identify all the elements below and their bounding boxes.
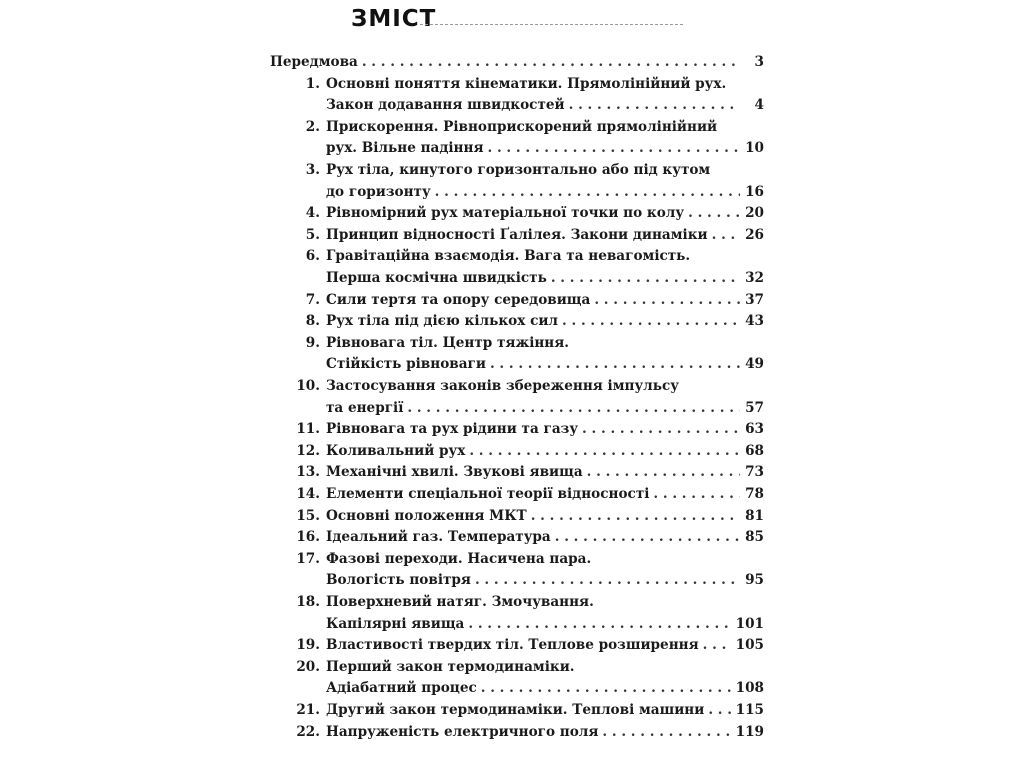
toc-entry-title: Прискорення. Рівноприскорений прямолінійний: [326, 118, 718, 135]
toc-entry: [270, 700, 764, 722]
toc-entry: [270, 117, 764, 160]
toc-entry-line: [326, 678, 764, 700]
toc-entry-body: [326, 592, 764, 635]
toc-entry-body: [326, 549, 764, 592]
toc-entry-line: [326, 138, 764, 160]
toc-entry-body: [326, 722, 764, 744]
toc-entry-title: Елементи спеціальної теорії відносності: [326, 486, 650, 502]
dot-leader: [703, 635, 732, 657]
toc-entry: [270, 419, 764, 441]
toc-entry-number: 14.: [296, 486, 320, 502]
toc-entry: [270, 722, 764, 744]
toc-entry-line: [326, 268, 764, 290]
toc-entry-line: [326, 570, 764, 592]
toc-page-number: 101: [735, 615, 764, 632]
toc-entry-title: Коливальний рух: [326, 442, 466, 459]
toc-entry: [270, 52, 764, 74]
dot-leader: [602, 722, 731, 744]
toc-entry-number: 7.: [305, 291, 320, 308]
toc-entry-line: [326, 354, 764, 376]
dot-leader: [362, 52, 740, 74]
toc-page-number: 119: [735, 723, 764, 740]
toc-entry-body: [326, 203, 764, 225]
dot-leader: [582, 419, 740, 441]
toc-entry-line: [326, 506, 764, 528]
toc-page-number: 78: [745, 486, 764, 502]
toc-entry-number: 4.: [305, 205, 320, 222]
toc-entry-title: Стійкість рівноваги: [326, 356, 486, 373]
toc-entry-title: Рух тіла під дією кількох сил: [326, 313, 559, 330]
toc-entry: [270, 333, 764, 376]
toc-entry-body: [326, 290, 764, 312]
toc-entry-line: [326, 549, 764, 571]
toc-entry-title: Рівновага тіл. Центр тяжіння.: [326, 334, 570, 351]
toc-entry-number: 11.: [296, 421, 320, 438]
dot-leader: [488, 138, 741, 160]
toc-page-number: 37: [745, 291, 764, 308]
dot-leader: [712, 225, 740, 247]
toc-page-number: 3: [754, 54, 764, 70]
toc-entry-number: 3.: [305, 162, 320, 178]
toc-entry-title: Рівновага та рух рідини та газу: [326, 421, 579, 438]
toc-entry-title: Сили тертя та опору середовища: [326, 291, 591, 308]
toc-entry-line: [326, 74, 764, 96]
toc-page-number: 63: [745, 421, 764, 438]
toc-page-number: 68: [745, 442, 764, 459]
toc-entry-title: Адіабатний процес: [326, 680, 477, 697]
toc-entry-title: Гравітаційна взаємодія. Вага та невагомість.: [326, 248, 691, 265]
toc-page-number: 10: [745, 140, 764, 157]
toc-entry: [270, 506, 764, 528]
toc-entry-body: [326, 441, 764, 463]
toc-entry-line: [326, 225, 764, 247]
dot-leader: [490, 354, 740, 376]
toc-entry-title: Вологість повітря: [326, 572, 471, 589]
toc-entry-body: [326, 462, 764, 484]
toc-entry-number: 5.: [305, 226, 320, 243]
toc-page-number: 26: [745, 226, 764, 243]
toc-page-number: 16: [745, 183, 764, 200]
toc-entry-body: [326, 160, 764, 203]
toc-entry-body: [326, 74, 764, 117]
dot-leader: [407, 398, 740, 420]
toc-entry-title: Передмова: [270, 54, 358, 70]
toc-entry-line: [270, 52, 764, 74]
toc-entry-body: [326, 225, 764, 247]
toc-entry-number: 1.: [305, 75, 320, 92]
toc-entry-number: 20.: [296, 658, 320, 675]
toc-entry: [270, 657, 764, 700]
toc-entry-line: [326, 376, 764, 398]
toc-entry-body: [326, 635, 764, 657]
dot-leader: [435, 182, 740, 204]
toc-entry: [270, 462, 764, 484]
toc-entry-body: [326, 419, 764, 441]
toc-entry-body: [270, 52, 764, 74]
toc-entry-line: [326, 203, 764, 225]
toc-entry-title: Рух тіла, кинутого горизонтально або під кутом: [326, 162, 711, 178]
toc-entry: [270, 592, 764, 635]
dot-leader: [481, 678, 732, 700]
toc-entry-body: [326, 484, 764, 506]
toc-entry-title: Перша космічна швидкість: [326, 269, 547, 286]
toc-entry: [270, 441, 764, 463]
toc-entry-body: [326, 311, 764, 333]
toc-page-number: 81: [745, 507, 764, 524]
toc-entry-title: Рівномірний рух матеріальної точки по колу: [326, 205, 685, 222]
toc-entry-number: 15.: [296, 507, 320, 524]
toc-entry: [270, 160, 764, 203]
toc-entry-line: [326, 333, 764, 355]
toc-entry-number: 12.: [296, 442, 320, 459]
toc-entry-title: до горизонту: [326, 183, 431, 200]
toc-entry-title: Фазові переходи. Насичена пара.: [326, 550, 592, 567]
toc-entry-title: Поверхневий натяг. Змочування.: [326, 594, 594, 610]
toc-entry: [270, 527, 764, 549]
toc-page-number: 73: [745, 464, 764, 481]
toc-entry-line: [326, 722, 764, 744]
toc-entry-line: [326, 290, 764, 312]
dot-leader: [688, 203, 740, 225]
toc-entry: [270, 290, 764, 312]
toc-entry: [270, 225, 764, 247]
toc-entry-number: 13.: [296, 464, 320, 481]
toc-entry-number: 16.: [296, 529, 320, 546]
toc-page-number: 108: [735, 680, 764, 697]
toc-page-number: 115: [735, 702, 764, 718]
toc-entry-number: 10.: [296, 378, 320, 394]
toc-entry-number: 2.: [305, 118, 320, 135]
toc-entry-body: [326, 700, 764, 722]
toc-entry-number: 22.: [296, 723, 320, 740]
toc-entry-title: Основні поняття кінематики. Прямолінійний рух.: [326, 75, 727, 92]
dot-leader: [531, 506, 740, 528]
toc-entry-title: Закон додавання швидкостей: [326, 97, 565, 114]
toc-entry-number: 6.: [305, 248, 320, 265]
dot-leader: [569, 95, 740, 117]
toc-entry-line: [326, 635, 764, 657]
dot-leader: [469, 441, 740, 463]
toc-page-number: 49: [745, 356, 764, 373]
dot-leader: [555, 527, 740, 549]
toc-entry: [270, 74, 764, 117]
toc-page-number: 43: [745, 313, 764, 330]
toc-entry-line: [326, 462, 764, 484]
toc-page-number: 4: [754, 97, 764, 114]
page-title: ЗМІСТ: [351, 6, 437, 32]
dot-leader: [594, 290, 740, 312]
toc-entry-title: Капілярні явища: [326, 615, 465, 632]
toc-entry: [270, 376, 764, 419]
toc-entry-line: [326, 117, 764, 139]
toc-entry-number: 18.: [296, 594, 320, 610]
toc-entry-line: [326, 95, 764, 117]
toc-entry: [270, 311, 764, 333]
toc-entry-title: та енергії: [326, 399, 404, 416]
toc-entry-number: 9.: [305, 334, 320, 351]
toc-entry-title: Напруженість електричного поля: [326, 723, 599, 740]
toc-entry-body: [326, 527, 764, 549]
toc-entry-title: рух. Вільне падіння: [326, 140, 484, 157]
toc-entry: [270, 203, 764, 225]
toc-entry-line: [326, 484, 764, 506]
toc-entry: [270, 246, 764, 289]
toc-entry-line: [326, 592, 764, 614]
toc-entry-title: Застосування законів збереження імпульсу: [326, 378, 679, 394]
dot-leader: [551, 268, 740, 290]
toc-entry-body: [326, 117, 764, 160]
toc-entry-line: [326, 419, 764, 441]
toc-entry-line: [326, 246, 764, 268]
toc-entry-title: Принцип відносності Ґалілея. Закони динаміки: [326, 226, 708, 243]
toc-entry-line: [326, 182, 764, 204]
toc-entry-title: Другий закон термодинаміки. Теплові машини: [326, 702, 705, 718]
toc-entry-title: Механічні хвилі. Звукові явища: [326, 464, 583, 481]
toc-entry-number: 19.: [296, 637, 320, 654]
toc-page-number: 57: [745, 399, 764, 416]
toc-page-number: 32: [745, 269, 764, 286]
toc-entry-line: [326, 614, 764, 636]
dot-leader: [562, 311, 740, 333]
toc-entry-line: [326, 441, 764, 463]
toc-entry-number: 21.: [296, 702, 320, 718]
dot-leader: [587, 462, 740, 484]
toc-entry-title: Перший закон термодинаміки.: [326, 658, 575, 675]
toc-entry-title: Властивості твердих тіл. Теплове розширення: [326, 637, 699, 654]
toc-entry-title: Основні положення МКТ: [326, 507, 527, 524]
title-rule: [420, 24, 683, 25]
dot-leader: [468, 614, 731, 636]
toc-entry-line: [326, 700, 764, 722]
dot-leader: [708, 700, 731, 722]
toc-entry-title: Ідеальний газ. Температура: [326, 529, 551, 546]
toc-entry-line: [326, 657, 764, 679]
toc-entry: [270, 484, 764, 506]
toc-entry-body: [326, 333, 764, 376]
toc-page-number: 105: [735, 637, 764, 654]
toc-entry-line: [326, 527, 764, 549]
toc-page-number: 85: [745, 529, 764, 546]
toc-entry-number: 17.: [296, 550, 320, 567]
toc-entry-line: [326, 398, 764, 420]
toc-page-number: 20: [745, 205, 764, 222]
dot-leader: [653, 484, 740, 506]
toc-entry: [270, 635, 764, 657]
toc-entry-line: [326, 311, 764, 333]
toc-entry: [270, 549, 764, 592]
toc-entry-number: 8.: [305, 313, 320, 330]
toc-entry-body: [326, 246, 764, 289]
toc-page-number: 95: [745, 572, 764, 589]
toc-entry-body: [326, 506, 764, 528]
toc-entry-line: [326, 160, 764, 182]
toc-entry-body: [326, 376, 764, 419]
toc-entry-body: [326, 657, 764, 700]
dot-leader: [475, 570, 740, 592]
